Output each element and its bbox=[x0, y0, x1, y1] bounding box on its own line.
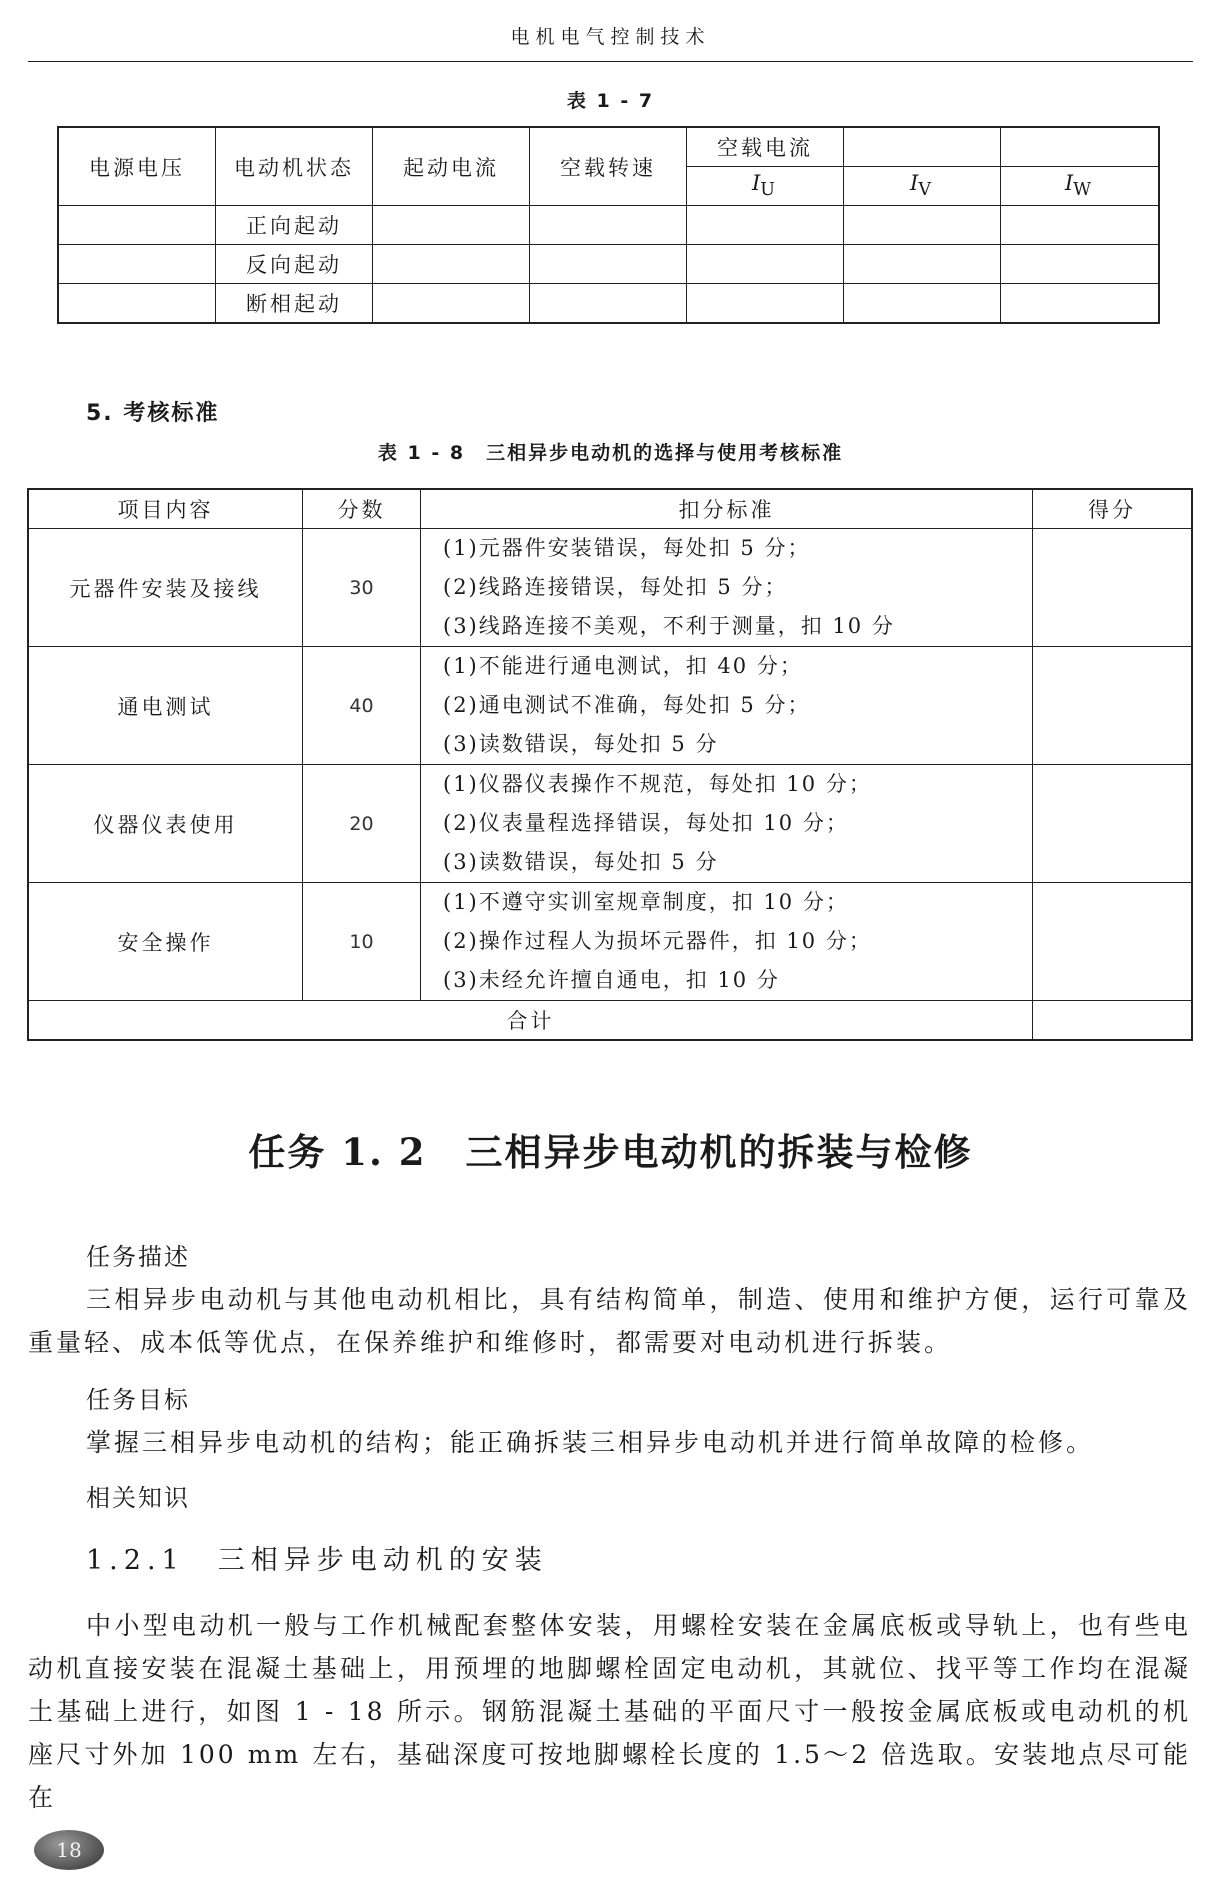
motor-state-cell: 反向起动 bbox=[216, 245, 373, 284]
table-1-7 bbox=[58, 127, 1159, 323]
rule-line: (3)读数错误，每处扣 5 分 bbox=[443, 732, 719, 756]
heading-task-goal: 任务目标 bbox=[86, 1386, 190, 1414]
empty-cell bbox=[844, 128, 1001, 167]
rules-cell bbox=[421, 765, 1033, 883]
item-cell: 仪器仪表使用 bbox=[29, 765, 303, 883]
score-cell: 40 bbox=[303, 647, 421, 765]
header-cell: 分数 bbox=[303, 490, 421, 529]
header-cell: 得分 bbox=[1033, 490, 1192, 529]
score-cell: 10 bbox=[303, 883, 421, 1001]
task-description-text: 三相异步电动机与其他电动机相比，具有结构简单，制造、使用和维护方便，运行可靠及重量轻、成本低等优点，在保养维护和维修时，都需要对电动机进行拆装。 bbox=[28, 1285, 1191, 1357]
heading-task-description: 任务描述 bbox=[86, 1243, 190, 1271]
heading-related-knowledge: 相关知识 bbox=[86, 1484, 190, 1512]
rules-cell bbox=[421, 529, 1033, 647]
empty-cell bbox=[844, 245, 1001, 284]
task-title: 任务 1. 2 三相异步电动机的拆装与检修 bbox=[248, 1130, 973, 1174]
empty-cell bbox=[373, 245, 530, 284]
header-cell: 起动电流 bbox=[373, 128, 530, 206]
item-cell: 元器件安装及接线 bbox=[29, 529, 303, 647]
table-1-8 bbox=[28, 489, 1192, 1040]
table-row bbox=[29, 765, 1192, 883]
subheader-iv: $I_V$ bbox=[844, 167, 1001, 206]
empty-cell bbox=[373, 206, 530, 245]
table-row bbox=[59, 206, 1159, 245]
rule-line: (2)操作过程人为损坏元器件，扣 10 分； bbox=[443, 929, 872, 953]
total-label: 合计 bbox=[29, 1001, 1033, 1040]
table-row bbox=[29, 647, 1192, 765]
rule-line: (2)仪表量程选择错误，每处扣 10 分； bbox=[443, 811, 849, 835]
task-goal-text: 掌握三相异步电动机的结构；能正确拆装三相异步电动机并进行简单故障的检修。 bbox=[86, 1428, 1095, 1457]
rules-cell bbox=[421, 883, 1033, 1001]
section-heading-assessment: 5. 考核标准 bbox=[86, 401, 220, 426]
motor-state-cell: 断相起动 bbox=[216, 284, 373, 323]
section-heading-1-2-1: 1.2.1 三相异步电动机的安装 bbox=[86, 1545, 548, 1576]
header-rule bbox=[28, 61, 1193, 62]
rules-cell bbox=[421, 647, 1033, 765]
rule-line: (3)读数错误，每处扣 5 分 bbox=[443, 850, 719, 874]
table-1-8-caption: 表 1 - 8 三相异步电动机的选择与使用考核标准 bbox=[377, 442, 844, 464]
rule-line: (2)通电测试不准确，每处扣 5 分； bbox=[443, 693, 811, 717]
empty-cell bbox=[1033, 883, 1192, 1001]
empty-cell bbox=[530, 206, 687, 245]
page-number-badge: 18 bbox=[34, 1830, 104, 1870]
empty-cell bbox=[530, 245, 687, 284]
empty-cell bbox=[59, 206, 216, 245]
motor-state-cell: 正向起动 bbox=[216, 206, 373, 245]
empty-cell bbox=[844, 206, 1001, 245]
section-1-2-1-text: 中小型电动机一般与工作机械配套整体安装，用螺栓安装在金属底板或导轨上，也有些电动机直接安装在混凝土基础上，用预埋的地脚螺栓固定电动机，其就位、找平等工作均在混凝土基础上进行，如图 1 - 18 所示。钢筋混凝土基础的平面尺寸一般按金属底板或电动机的机座尺寸外加 100 mm 左右，基础深度可按地脚螺栓长度的 1.5～2 倍选取。安装地点尽可能在 bbox=[28, 1611, 1191, 1812]
empty-cell bbox=[1033, 1001, 1192, 1040]
rule-line: (1)元器件安装错误，每处扣 5 分； bbox=[443, 536, 811, 560]
item-cell: 通电测试 bbox=[29, 647, 303, 765]
empty-cell bbox=[687, 284, 844, 323]
header-cell: 空载转速 bbox=[530, 128, 687, 206]
header-cell: 扣分标准 bbox=[421, 490, 1033, 529]
running-head: 电机电气控制技术 bbox=[510, 26, 711, 48]
table-row bbox=[59, 245, 1159, 284]
score-cell: 30 bbox=[303, 529, 421, 647]
subheader-iu: $I_U$ bbox=[687, 167, 844, 206]
empty-cell bbox=[1001, 284, 1159, 323]
rule-line: (3)未经允许擅自通电，扣 10 分 bbox=[443, 968, 780, 992]
table-1-7-caption: 表 1 - 7 bbox=[566, 90, 655, 112]
empty-cell bbox=[1001, 128, 1159, 167]
empty-cell bbox=[687, 245, 844, 284]
empty-cell bbox=[1033, 765, 1192, 883]
subheader-iw: $I_W$ bbox=[1001, 167, 1159, 206]
empty-cell bbox=[1001, 206, 1159, 245]
empty-cell bbox=[1033, 647, 1192, 765]
header-cell: 电源电压 bbox=[59, 128, 216, 206]
header-cell: 电动机状态 bbox=[216, 128, 373, 206]
empty-cell bbox=[1001, 245, 1159, 284]
table-row bbox=[29, 883, 1192, 1001]
header-cell: 空载电流 bbox=[687, 128, 844, 167]
rule-line: (3)线路连接不美观，不利于测量，扣 10 分 bbox=[443, 614, 895, 638]
header-cell: 项目内容 bbox=[29, 490, 303, 529]
empty-cell bbox=[373, 284, 530, 323]
empty-cell bbox=[844, 284, 1001, 323]
rule-line: (1)不能进行通电测试，扣 40 分； bbox=[443, 654, 803, 678]
item-cell: 安全操作 bbox=[29, 883, 303, 1001]
table-row bbox=[59, 284, 1159, 323]
empty-cell bbox=[530, 284, 687, 323]
empty-cell bbox=[59, 245, 216, 284]
rule-line: (1)仪器仪表操作不规范，每处扣 10 分； bbox=[443, 772, 872, 796]
empty-cell bbox=[1033, 529, 1192, 647]
score-cell: 20 bbox=[303, 765, 421, 883]
empty-cell bbox=[687, 206, 844, 245]
empty-cell bbox=[59, 284, 216, 323]
table-row bbox=[29, 529, 1192, 647]
total-row bbox=[29, 1001, 1192, 1040]
rule-line: (2)线路连接错误，每处扣 5 分； bbox=[443, 575, 788, 599]
rule-line: (1)不遵守实训室规章制度，扣 10 分； bbox=[443, 890, 849, 914]
